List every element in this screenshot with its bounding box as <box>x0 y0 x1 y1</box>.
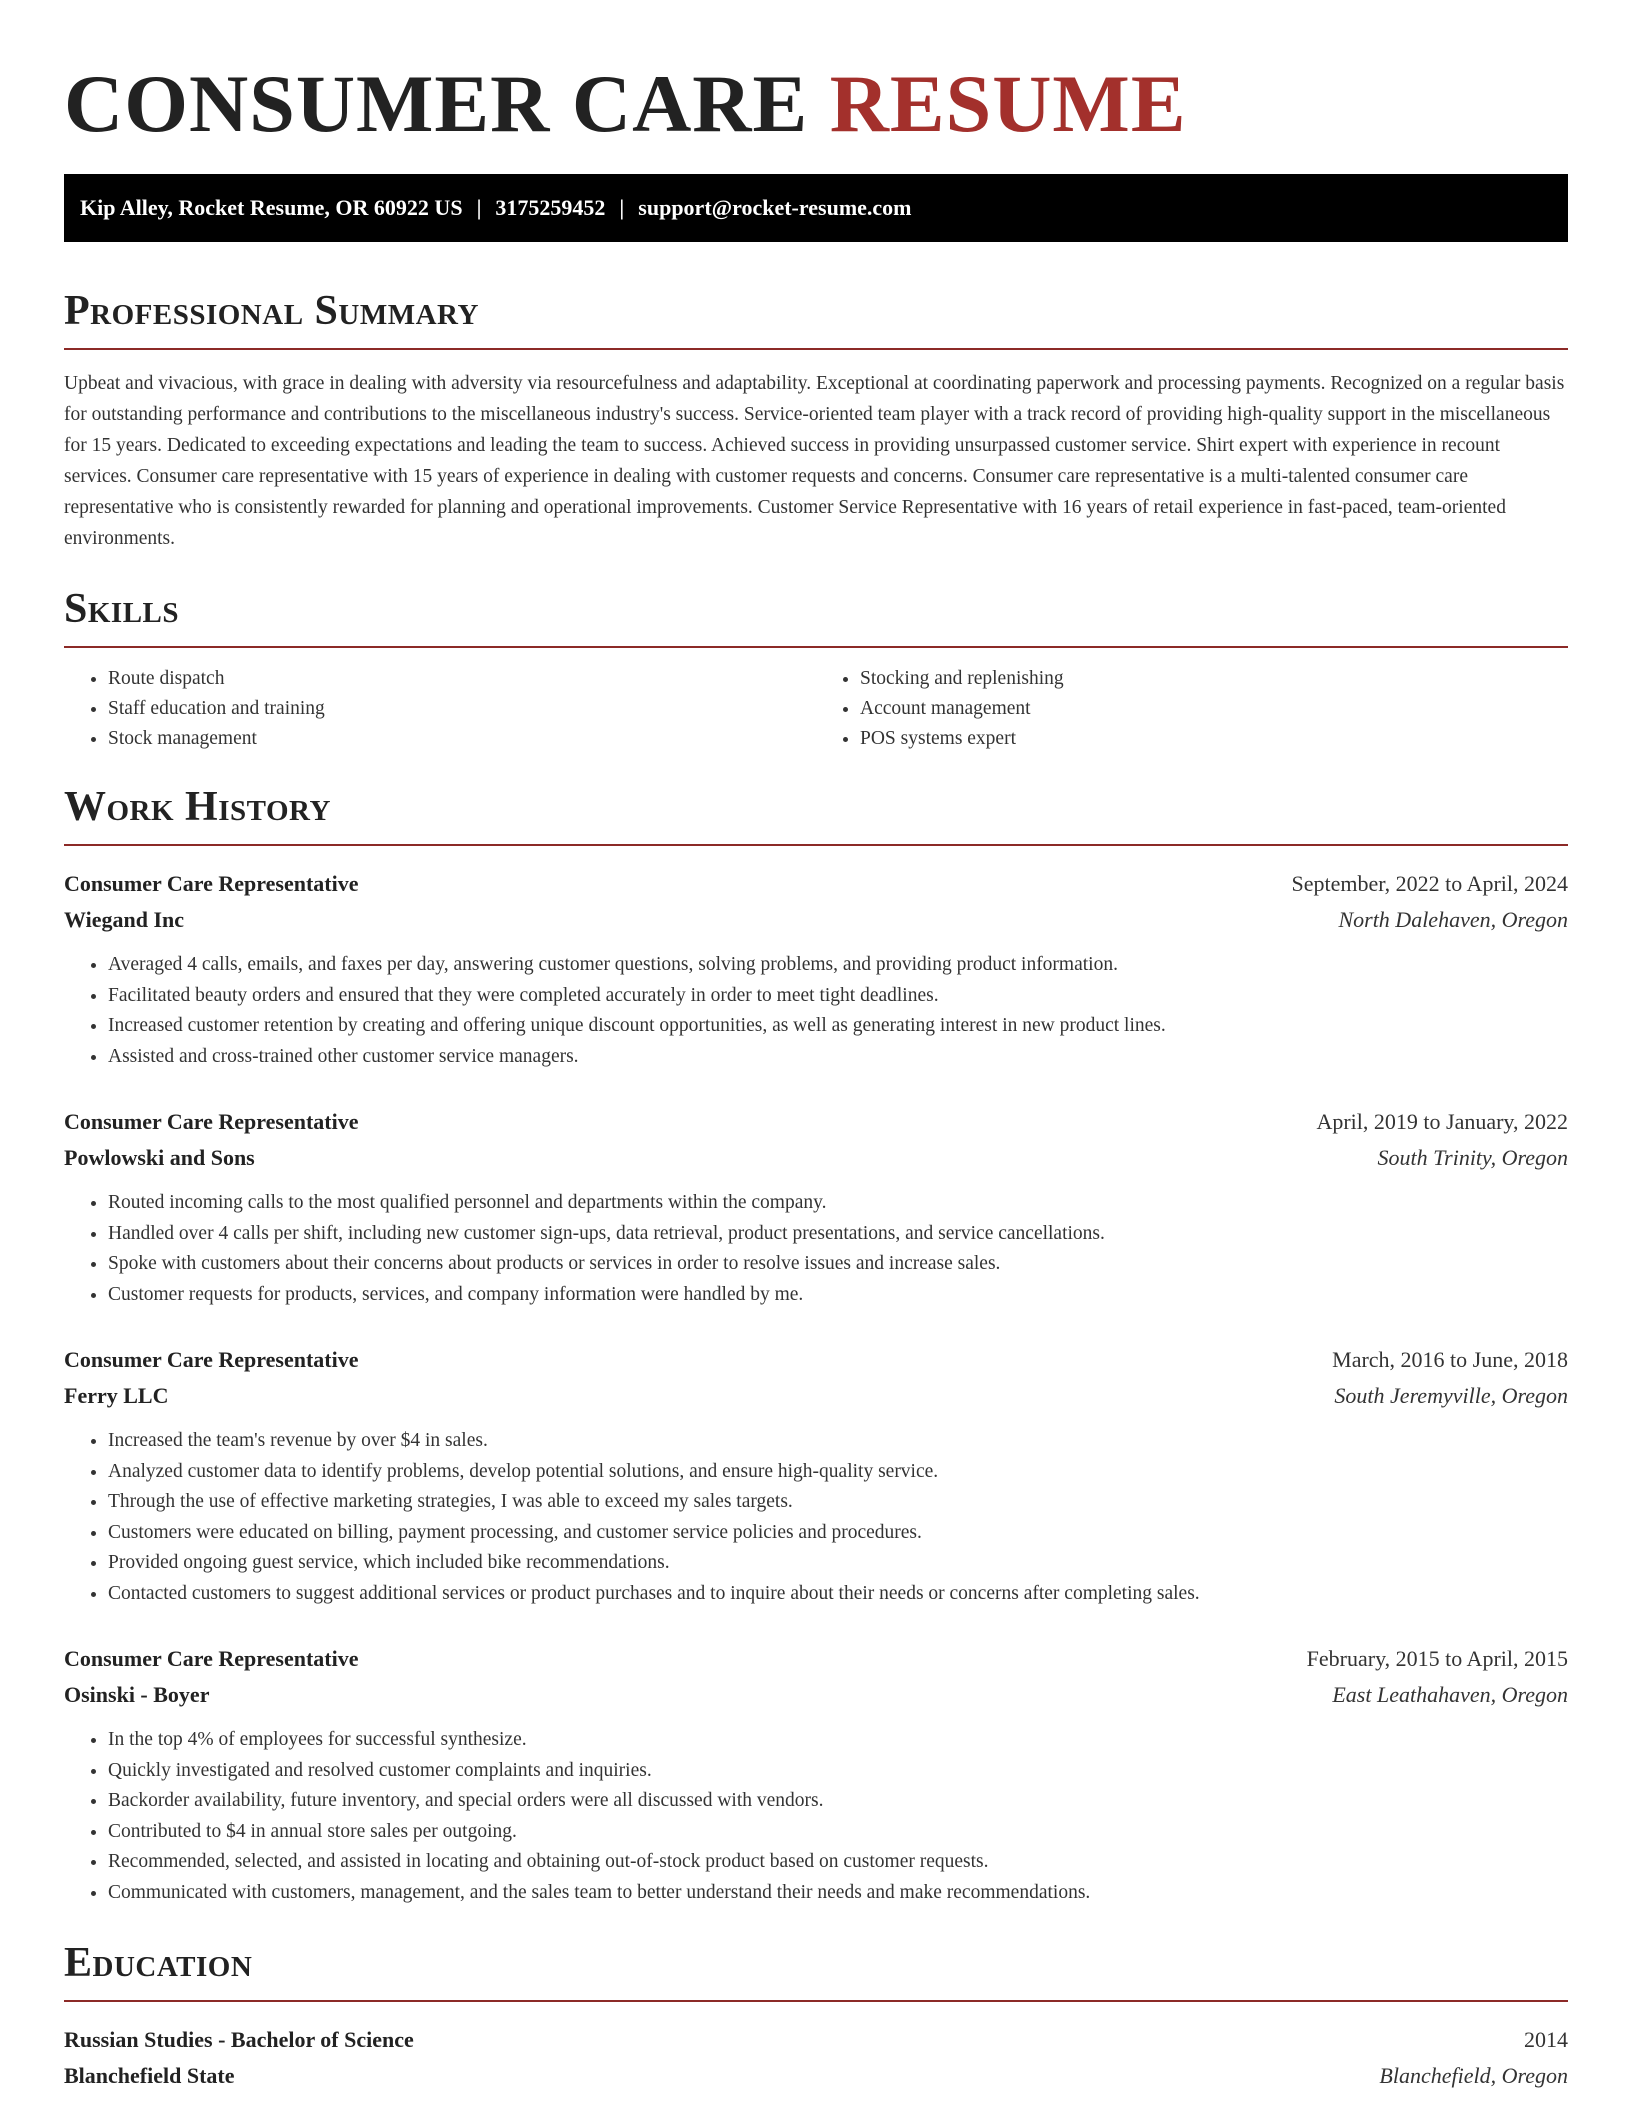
section-divider <box>64 2000 1568 2002</box>
skills-column-left <box>64 664 816 754</box>
job-entry <box>64 1342 1568 1609</box>
job-dates: September, 2022 to April, 2024 <box>1291 871 1568 896</box>
job-bullets <box>64 1426 1568 1609</box>
job-bullets <box>64 1725 1568 1908</box>
job-company: Ferry LLC <box>64 1383 169 1408</box>
job-dates: April, 2019 to January, 2022 <box>1316 1109 1568 1134</box>
job-title: Consumer Care Representative <box>64 1109 359 1134</box>
job-dates: February, 2015 to April, 2015 <box>1306 1646 1568 1671</box>
summary-text: Upbeat and vivacious, with grace in dealing with adversity via resourcefulness and adaptability. Exceptional at coordinating paperwork and processing payments. Recognized on a regular basis for outstanding performance and contributions to the miscellaneous industry's success. Service-oriented team player with a track record of providing high-quality support in the miscellaneous for 15 years. Dedicated to exceeding expectations and leading the team to success. Achieved success in providing unsurpassed customer service. Shirt expert with experience in recount services. Consumer care representative with 15 years of experience in dealing with customer requests and concerns. Consumer care representative is a multi-talented consumer care representative who is consistently rewarded for planning and operational improvements. Customer Service Representative with 16 years of retail experience in fast-paced, team-oriented environments. <box>64 373 1565 549</box>
job-bullet: • Handled over 4 calls per shift, including new customer sign-ups, data retrieval, product presentations, and service cancellations. <box>108 1219 1568 1250</box>
job-bullet: • Recommended, selected, and assisted in locating and obtaining out-of-stock product based on customer requests. <box>108 1847 1568 1878</box>
section-title-education: Education <box>64 1940 253 1986</box>
job-title: Consumer Care Representative <box>64 871 359 896</box>
job-bullets <box>64 1188 1568 1310</box>
job-bullet: • Through the use of effective marketing strategies, I was able to exceed my sales targets. <box>108 1487 1568 1518</box>
skill-item: • Stocking and replenishing <box>860 664 1568 694</box>
job-title: Consumer Care Representative <box>64 1347 359 1372</box>
section-title-work-history: Work History <box>64 784 331 830</box>
job-bullet: • Analyzed customer data to identify problems, develop potential solutions, and ensure high-quality service. <box>108 1457 1568 1488</box>
title-accent: RESUME <box>829 58 1187 149</box>
job-bullets <box>64 950 1568 1072</box>
section-title-summary: Professional Summary <box>64 288 479 334</box>
resume-title <box>64 0 1568 150</box>
skill-item: • Stock management <box>108 724 816 754</box>
job-company: Powlowski and Sons <box>64 1145 255 1170</box>
job-dates: March, 2016 to June, 2018 <box>1332 1347 1568 1372</box>
job-location: East Leathahaven, Oregon <box>1332 1682 1568 1707</box>
contact-address: Kip Alley, Rocket Resume, OR 60922 US <box>80 195 463 220</box>
skill-item: • POS systems expert <box>860 724 1568 754</box>
job-entry <box>64 1104 1568 1310</box>
education-degree: Russian Studies - Bachelor of Science <box>64 2027 414 2052</box>
job-bullet: • Backorder availability, future inventory, and special orders were all discussed with vendors. <box>108 1786 1568 1817</box>
job-entry <box>64 866 1568 1072</box>
section-divider <box>64 348 1568 350</box>
skill-item: • Route dispatch <box>108 664 816 694</box>
job-bullet: • Customer requests for products, services, and company information were handled by me. <box>108 1280 1568 1311</box>
job-bullet: • Customers were educated on billing, payment processing, and customer service policies and procedures. <box>108 1518 1568 1549</box>
section-divider <box>64 844 1568 846</box>
job-entry <box>64 1641 1568 1908</box>
contact-bar <box>64 174 1568 242</box>
contact-email: support@rocket-resume.com <box>638 195 912 220</box>
skill-item: • Staff education and training <box>108 694 816 724</box>
education-location: Blanchefield, Oregon <box>1379 2063 1568 2088</box>
job-title: Consumer Care Representative <box>64 1646 359 1671</box>
job-company: Wiegand Inc <box>64 907 185 932</box>
education-school: Blanchefield State <box>64 2063 235 2088</box>
job-bullet: • Spoke with customers about their concerns about products or services in order to resolve issues and increase sales. <box>108 1249 1568 1280</box>
contact-separator: | <box>619 195 625 220</box>
title-main: CONSUMER CARE <box>64 58 809 149</box>
skills-column-right <box>816 664 1568 754</box>
job-location: North Dalehaven, Oregon <box>1338 907 1568 932</box>
job-bullet: • Quickly investigated and resolved customer complaints and inquiries. <box>108 1756 1568 1787</box>
job-company: Osinski - Boyer <box>64 1682 210 1707</box>
education-entry <box>64 2022 1568 2094</box>
job-bullet: • Averaged 4 calls, emails, and faxes per day, answering customer questions, solving problems, and providing product information. <box>108 950 1568 981</box>
education-year: 2014 <box>1524 2027 1568 2052</box>
contact-separator: | <box>476 195 482 220</box>
job-bullet: • Communicated with customers, management, and the sales team to better understand their needs and make recommendations. <box>108 1878 1568 1909</box>
job-location: South Trinity, Oregon <box>1377 1145 1568 1170</box>
job-bullet: • Contributed to $4 in annual store sales per outgoing. <box>108 1817 1568 1848</box>
skills-list <box>64 664 1568 754</box>
skill-item: • Account management <box>860 694 1568 724</box>
job-bullet: • Assisted and cross-trained other customer service managers. <box>108 1042 1568 1073</box>
job-bullet: • Increased the team's revenue by over $4 in sales. <box>108 1426 1568 1457</box>
section-title-skills: Skills <box>64 586 180 632</box>
job-location: South Jeremyville, Oregon <box>1334 1383 1568 1408</box>
job-bullet: • Provided ongoing guest service, which included bike recommendations. <box>108 1548 1568 1579</box>
section-divider <box>64 646 1568 648</box>
contact-phone: 3175259452 <box>495 195 606 220</box>
job-bullet: • In the top 4% of employees for successful synthesize. <box>108 1725 1568 1756</box>
job-bullet: • Facilitated beauty orders and ensured that they were completed accurately in order to meet tight deadlines. <box>108 981 1568 1012</box>
job-bullet: • Contacted customers to suggest additional services or product purchases and to inquire about their needs or concerns after completing sales. <box>108 1579 1568 1610</box>
job-bullet: • Routed incoming calls to the most qualified personnel and departments within the company. <box>108 1188 1568 1219</box>
job-bullet: • Increased customer retention by creating and offering unique discount opportunities, as well as generating interest in new product lines. <box>108 1011 1568 1042</box>
